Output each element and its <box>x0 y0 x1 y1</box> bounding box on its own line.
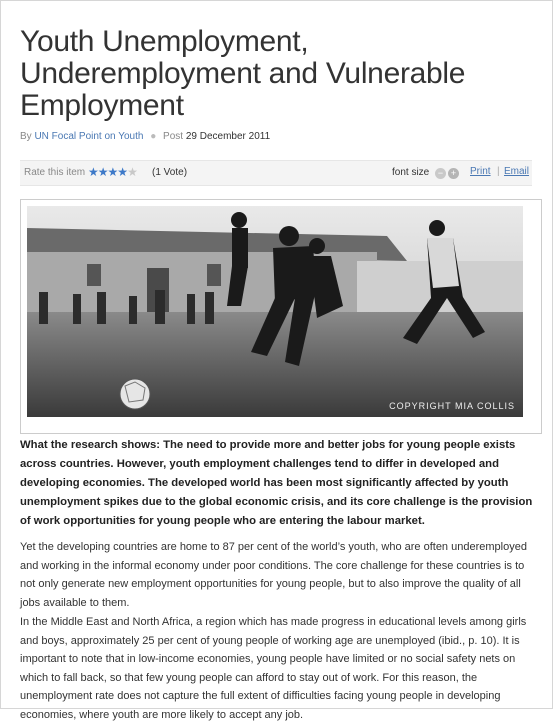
star-icon[interactable]: ★ <box>107 165 118 179</box>
body-paragraph: In the Middle East and North Africa, a region which has made progress in educational levels among girls and boys, approximately 25 per cent of young people of working age are unemployed (ibid., p. 10). It is important to note that in low-income economies, young people have limited or no social safety nets on which to fall back, so that few young people can afford to stay out of work. For this reason, the unemployment rate does not capture the full extent of difficulties facing young people in developing economies, where youth are more likely to accept any job. <box>20 616 527 721</box>
rating-stars[interactable] <box>88 165 137 179</box>
photo-copyright: COPYRIGHT MIA COLLIS <box>389 401 515 411</box>
post-label: Post <box>163 131 184 142</box>
author-link[interactable]: UN Focal Point on Youth <box>34 131 144 142</box>
font-increase-button[interactable]: + <box>448 168 459 179</box>
article-toolbar <box>20 160 532 186</box>
font-decrease-button[interactable]: − <box>435 168 446 179</box>
vote-count: (1 Vote) <box>152 167 188 178</box>
email-link[interactable]: Email <box>504 166 530 177</box>
post-date: 29 December 2011 <box>185 131 271 142</box>
bullet-icon: ● <box>150 131 157 142</box>
print-link[interactable]: Print <box>470 166 491 177</box>
toolbar-separator: | <box>497 166 500 177</box>
star-icon[interactable]: ★ <box>127 165 137 179</box>
article-image-frame <box>20 199 542 434</box>
star-icon[interactable]: ★ <box>117 165 128 179</box>
font-size-label: font size <box>392 167 430 178</box>
article-photo <box>27 206 523 417</box>
photo-illustration <box>27 206 523 417</box>
byline <box>20 131 270 142</box>
star-icon[interactable]: ★ <box>97 165 108 179</box>
by-label: By <box>20 131 32 142</box>
lead-paragraph: What the research shows: The need to provide more and better jobs for young people exists across countries. However, youth employment challenges tend to differ in developed and developing economies. The developed world has been most significantly affected by youth unemployment spikes due to the global economic crisis, and its core challenge is the provision of work opportunities for young people who are entering the labour market. <box>20 439 533 527</box>
star-icon[interactable]: ★ <box>88 165 98 179</box>
body-paragraph: Yet the developing countries are home to 87 per cent of the world’s youth, who are often underemployed and working in the informal economy under poor conditions. The core challenge for these countries is to not only generate new employment opportunities for young people, but to also improve the quality of all jobs available to them. <box>20 541 527 609</box>
article-title: Youth Unemployment, Underemployment and Vulnerable Employment <box>20 25 466 122</box>
rate-label: Rate this item <box>24 167 86 178</box>
